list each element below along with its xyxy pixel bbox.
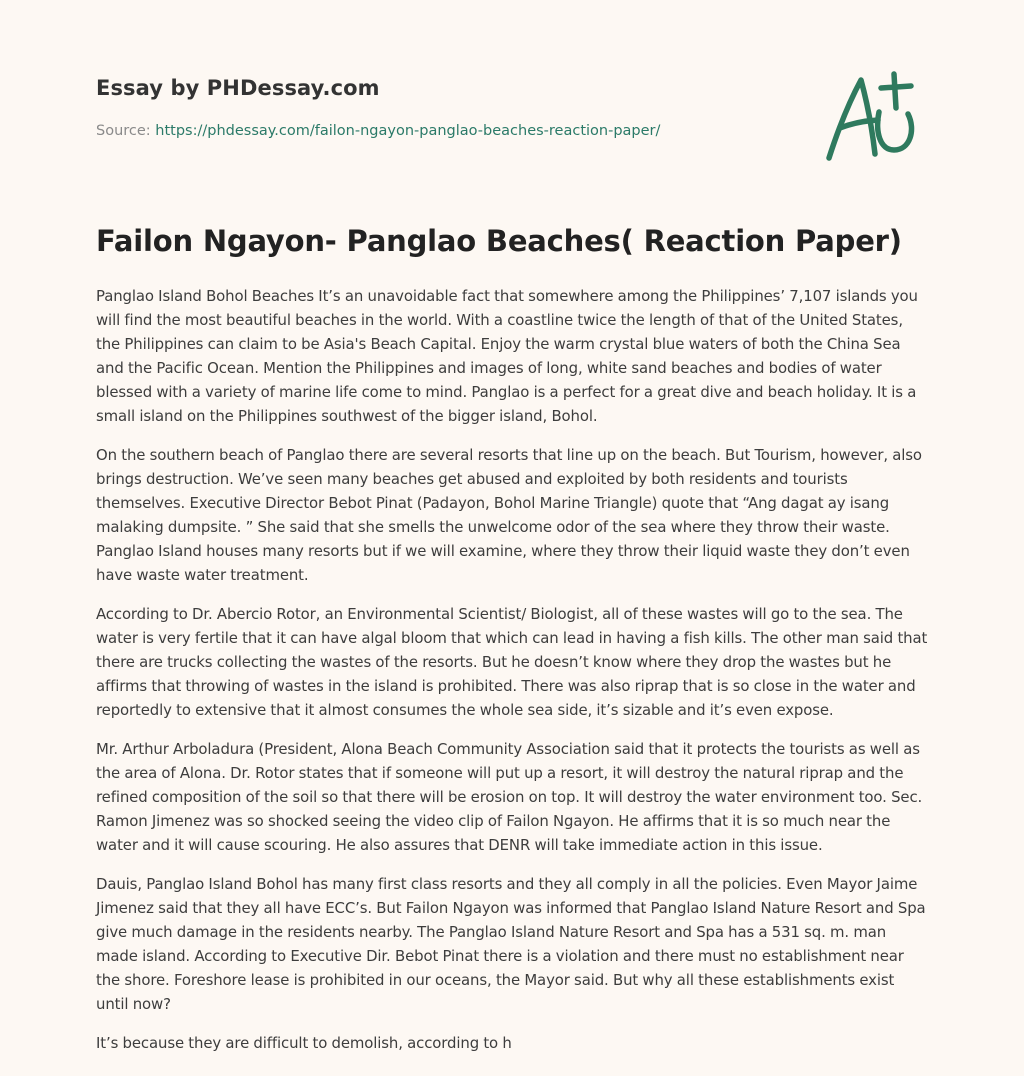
source-link[interactable]: https://phdessay.com/failon-ngayon-panglao-beaches-reaction-paper/	[155, 123, 661, 139]
article-paragraph: Mr. Arthur Arboladura (President, Alona Beach Community Association said that it protects the tourists as well as the area of Alona. Dr. Rotor states that if someone will put up a resort, it will destroy the natural riprap and the refined composition of the soil so that there will be erosion on top. It will destroy the water environment too. Sec. Ramon Jimenez was so shocked seeing the video clip of Failon Ngayon. He affirms that it is so much near the water and it will cause scouring. He also assures that DENR will take immediate action in this issue.	[96, 740, 923, 854]
article-paragraph-truncated: It’s because they are difficult to demolish, according to h	[96, 1034, 512, 1052]
source-label: Source:	[96, 123, 156, 139]
a-plus-grade-icon	[818, 66, 928, 164]
article-paragraph: Panglao Island Bohol Beaches It’s an unavoidable fact that somewhere among the Philippines’ 7,107 islands you will find the most beautiful beaches in the world. With a coastline twice the length of that of the United States, the Philippines can claim to be Asia's Beach Capital. Enjoy the warm crystal blue waters of both the China Sea and the Pacific Ocean. Mention the Philippines and images of long, white sand beaches and bodies of water blessed with a variety of marine life come to mind. Panglao is a perfect for a great dive and beach holiday. It is a small island on the Philippines southwest of the bigger island, Bohol.	[96, 287, 918, 425]
article-paragraph: On the southern beach of Panglao there are several resorts that line up on the beach. But Tourism, however, also brings destruction. We’ve seen many beaches get abused and exploited by both residents and tourists themselves. Executive Director Bebot Pinat (Padayon, Bohol Marine Triangle) quote that “Ang dagat ay isang malaking dumpsite. ” She said that she smells the unwelcome odor of the sea where they throw their waste. Panglao Island houses many resorts but if we will examine, where they throw their liquid waste they don’t even have waste water treatment.	[96, 446, 922, 584]
source-line	[96, 123, 660, 139]
site-brand: Essay by PHDessay.com	[96, 76, 380, 100]
page-header	[96, 76, 796, 139]
article-title: Failon Ngayon- Panglao Beaches( Reaction Paper)	[96, 224, 902, 258]
article-paragraph: Dauis, Panglao Island Bohol has many first class resorts and they all comply in all the policies. Even Mayor Jaime Jimenez said that they all have ECC’s. But Failon Ngayon was informed that Panglao Island Nature Resort and Spa give much damage in the residents nearby. The Panglao Island Nature Resort and Spa has a 531 sq. m. man made island. According to Executive Dir. Bebot Pinat there is a violation and there must no establishment near the shore. Foreshore lease is prohibited in our oceans, the Mayor said. But why all these establishments exist until now?	[96, 875, 926, 1013]
article-body	[96, 284, 930, 1070]
article-paragraph: According to Dr. Abercio Rotor, an Environmental Scientist/ Biologist, all of these wastes will go to the sea. The water is very fertile that it can have algal bloom that which can lead in having a fish kills. The other man said that there are trucks collecting the wastes of the resorts. But he doesn’t know where they drop the wastes but he affirms that throwing of wastes in the island is prohibited. There was also riprap that is so close in the water and reportedly to extensive that it almost consumes the whole sea side, it’s sizable and it’s even expose.	[96, 605, 928, 719]
